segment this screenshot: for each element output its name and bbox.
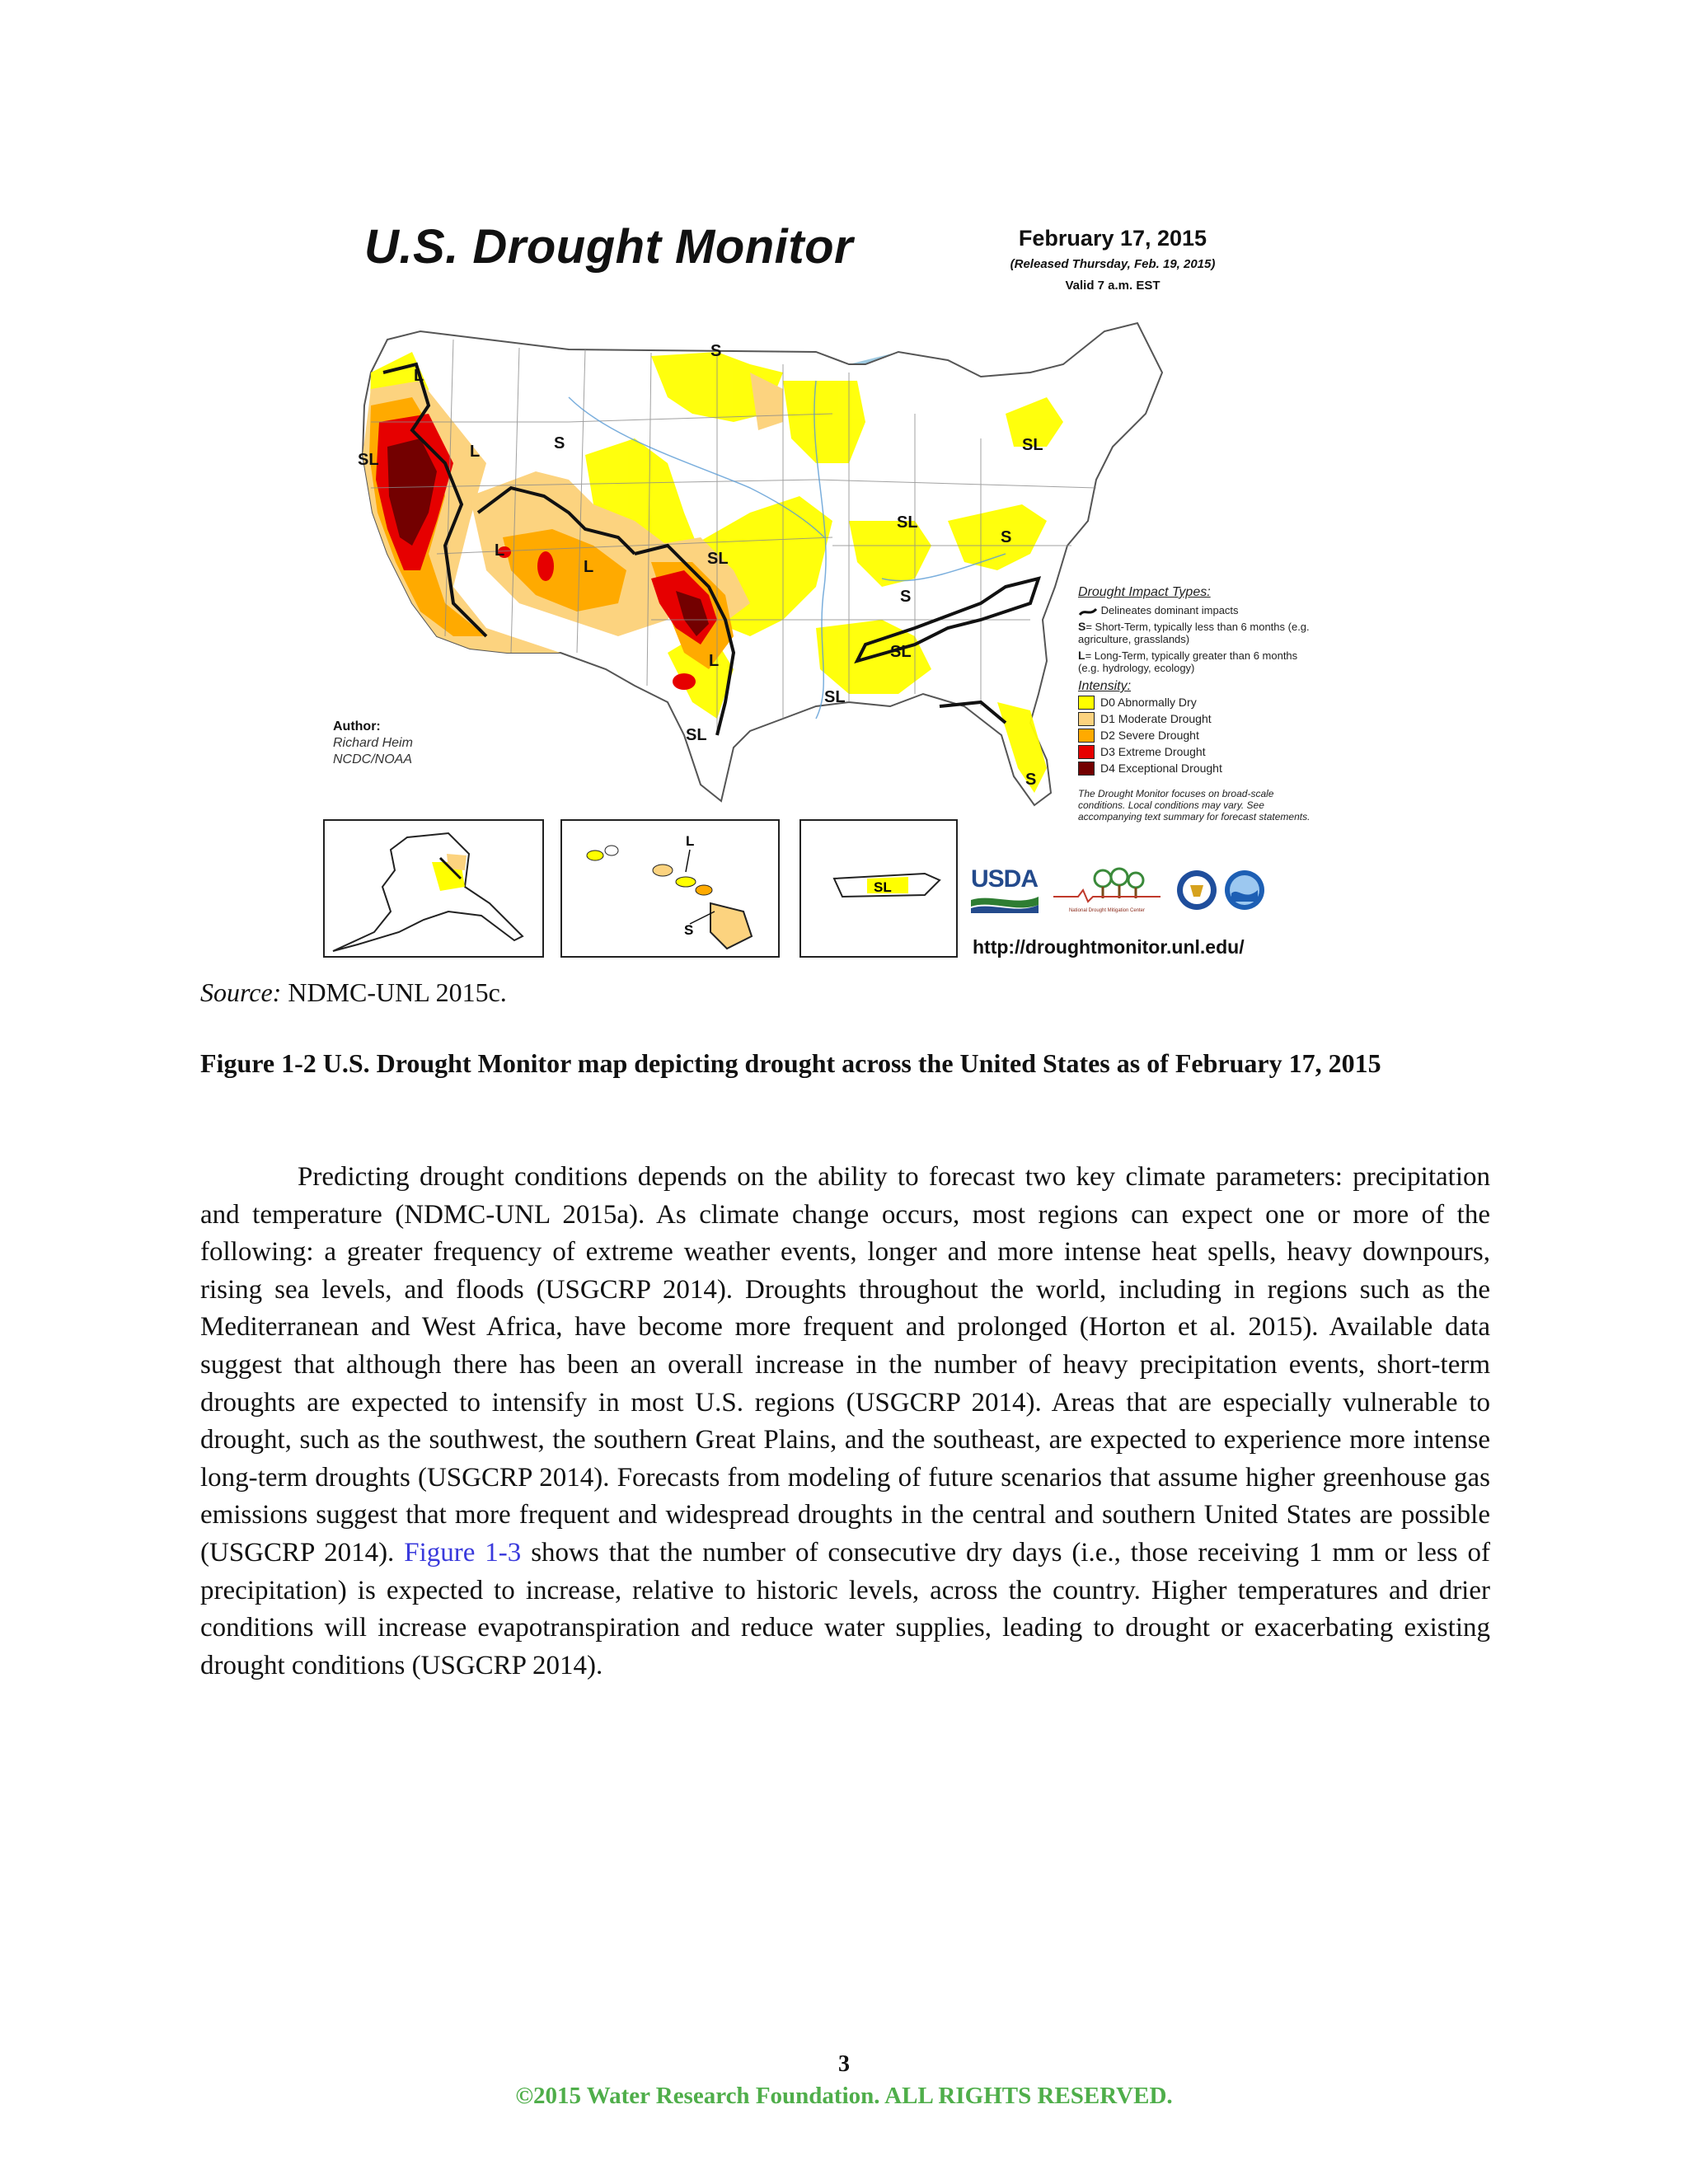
ndmc-logo-text: National Drought Mitigation Center bbox=[1068, 908, 1146, 913]
region-label: L bbox=[584, 558, 594, 576]
legend-note: The Drought Monitor focuses on broad-scale conditions. Local conditions may vary. See accompanying text summary for forecast statements. bbox=[1078, 788, 1311, 823]
hawaii-map bbox=[562, 821, 778, 956]
map-title: U.S. Drought Monitor bbox=[364, 220, 854, 274]
region-label: S bbox=[1001, 528, 1012, 546]
impact-line-icon bbox=[1078, 607, 1098, 616]
long-term-text: = Long-Term, typically greater than 6 months (e.g. hydrology, ecology) bbox=[1078, 649, 1298, 674]
body-text-part1: Predicting drought conditions depends on the ability to forecast two key climate parameters: precipitation and temperature (NDMC-UNL 2015a). As climate change occurs, most regions can expect one or more of the following: a greater frequency of extreme weather events, longer and more intense heat spells, heavy downpours, rising sea levels, and floods (USGCRP 2014). Droughts throughout the world, including in regions such as the Mediterranean and West Africa, have become more frequent and prolonged (Horton et al. 2015). Available data suggest that although there has been an overall increase in the number of heavy precipitation events, short-term droughts are expected to intensify in most U.S. regions (USGCRP 2014). Areas that are especially vulnerable to drought, such as the southwest, the southern Great Plains, and the southeast, are expected to experience more intense long-term droughts (USGCRP 2014). Forecasts from modeling of future scenarios that assume higher greenhouse gas emissions suggest that more frequent and widespread droughts in the central and southern United States are possible (USGCRP 2014). bbox=[200, 1162, 1490, 1568]
short-term-key bbox=[1078, 621, 1317, 645]
swatch-d2 bbox=[1078, 729, 1095, 743]
author-name: Richard Heim bbox=[333, 736, 413, 750]
map-url: http://droughtmonitor.unl.edu/ bbox=[973, 936, 1245, 958]
short-term-text: = Short-Term, typically less than 6 months (e.g. agriculture, grasslands) bbox=[1078, 621, 1310, 645]
source-label: Source: bbox=[200, 977, 282, 1007]
short-term-letter: S bbox=[1078, 620, 1086, 633]
commerce-seal-icon bbox=[1175, 869, 1218, 912]
intensity-header: Intensity: bbox=[1078, 679, 1132, 693]
map-date: February 17, 2015 bbox=[1018, 226, 1207, 251]
pr-label-sl: SL bbox=[874, 879, 892, 895]
page-number: 3 bbox=[838, 2051, 850, 2077]
figure-caption: Figure 1-2 U.S. Drought Monitor map depicting drought across the United States as of February 17, 2015 bbox=[200, 1048, 1381, 1078]
swatch-d1 bbox=[1078, 712, 1095, 726]
long-term-key bbox=[1078, 649, 1317, 674]
author-org: NCDC/NOAA bbox=[333, 752, 413, 766]
region-label: L bbox=[495, 541, 505, 560]
map-release-date: (Released Thursday, Feb. 19, 2015) bbox=[1010, 257, 1216, 271]
map-legend bbox=[1078, 585, 1317, 823]
region-label: S bbox=[554, 434, 565, 452]
intensity-d0 bbox=[1078, 694, 1317, 710]
map-valid-time: Valid 7 a.m. EST bbox=[1065, 279, 1160, 293]
body-text-part2: shows that the number of consecutive dry days (i.e., those receiving 1 mm or less of precipitation) is expected to increase, relative to historic levels, across the country. Higher temperatures and drier conditions will increase evapotranspiration and reduce water supplies, leading to drought or exacerbating existing drought conditions (USGCRP 2014). bbox=[200, 1537, 1490, 1680]
figure-1-3-link[interactable]: Figure 1-3 bbox=[404, 1537, 522, 1568]
alaska-inset bbox=[323, 819, 544, 958]
region-label: S bbox=[710, 342, 722, 360]
impact-line-key bbox=[1078, 604, 1317, 616]
body-paragraph bbox=[200, 1159, 1490, 1685]
hawaii-inset bbox=[560, 819, 780, 958]
puerto-rico-map bbox=[801, 821, 956, 956]
agency-logos bbox=[971, 867, 1317, 916]
region-label: S bbox=[900, 588, 912, 606]
drought-monitor-map bbox=[321, 216, 1319, 970]
impact-types-header: Drought Impact Types: bbox=[1078, 585, 1211, 599]
puerto-rico-inset bbox=[799, 819, 958, 958]
author-label: Author: bbox=[333, 719, 381, 733]
ndmc-logo bbox=[1053, 867, 1160, 915]
alaska-map bbox=[325, 821, 542, 956]
figure-source bbox=[200, 977, 507, 1008]
region-label: SL bbox=[358, 451, 379, 469]
region-label: L bbox=[414, 367, 424, 385]
source-text: NDMC-UNL 2015c. bbox=[288, 977, 507, 1007]
intensity-label: D3 Extreme Drought bbox=[1100, 745, 1206, 758]
usda-hills-icon bbox=[971, 892, 1039, 915]
region-label: SL bbox=[890, 643, 912, 661]
region-label: SL bbox=[897, 513, 918, 532]
intensity-d4 bbox=[1078, 760, 1317, 776]
long-term-letter: L bbox=[1078, 649, 1085, 662]
intensity-label: D0 Abnormally Dry bbox=[1100, 696, 1197, 709]
region-label: L bbox=[470, 443, 481, 461]
region-label: SL bbox=[1022, 436, 1043, 454]
region-label: S bbox=[1025, 771, 1037, 789]
impact-line-text: Delineates dominant impacts bbox=[1100, 604, 1239, 616]
intensity-label: D1 Moderate Drought bbox=[1100, 712, 1212, 725]
map-author bbox=[333, 719, 413, 768]
swatch-d0 bbox=[1078, 696, 1095, 710]
ndmc-trees-icon bbox=[1053, 867, 1160, 903]
usda-logo-text: USDA bbox=[971, 865, 1039, 893]
region-label: SL bbox=[824, 688, 846, 706]
intensity-d2 bbox=[1078, 727, 1317, 743]
intensity-d3 bbox=[1078, 743, 1317, 760]
intensity-label: D4 Exceptional Drought bbox=[1100, 762, 1222, 775]
region-label: L bbox=[709, 652, 720, 670]
noaa-seal-icon bbox=[1223, 869, 1266, 912]
hawaii-label-s: S bbox=[684, 922, 694, 938]
region-label: SL bbox=[707, 550, 729, 568]
swatch-d3 bbox=[1078, 745, 1095, 759]
hawaii-label-l: L bbox=[686, 833, 695, 849]
intensity-d1 bbox=[1078, 710, 1317, 727]
swatch-d4 bbox=[1078, 762, 1095, 776]
copyright-notice: ©2015 Water Research Foundation. ALL RIGHTS RESERVED. bbox=[515, 2083, 1173, 2109]
usda-logo bbox=[971, 867, 1039, 915]
intensity-label: D2 Severe Drought bbox=[1100, 729, 1199, 742]
region-label: SL bbox=[686, 726, 707, 744]
